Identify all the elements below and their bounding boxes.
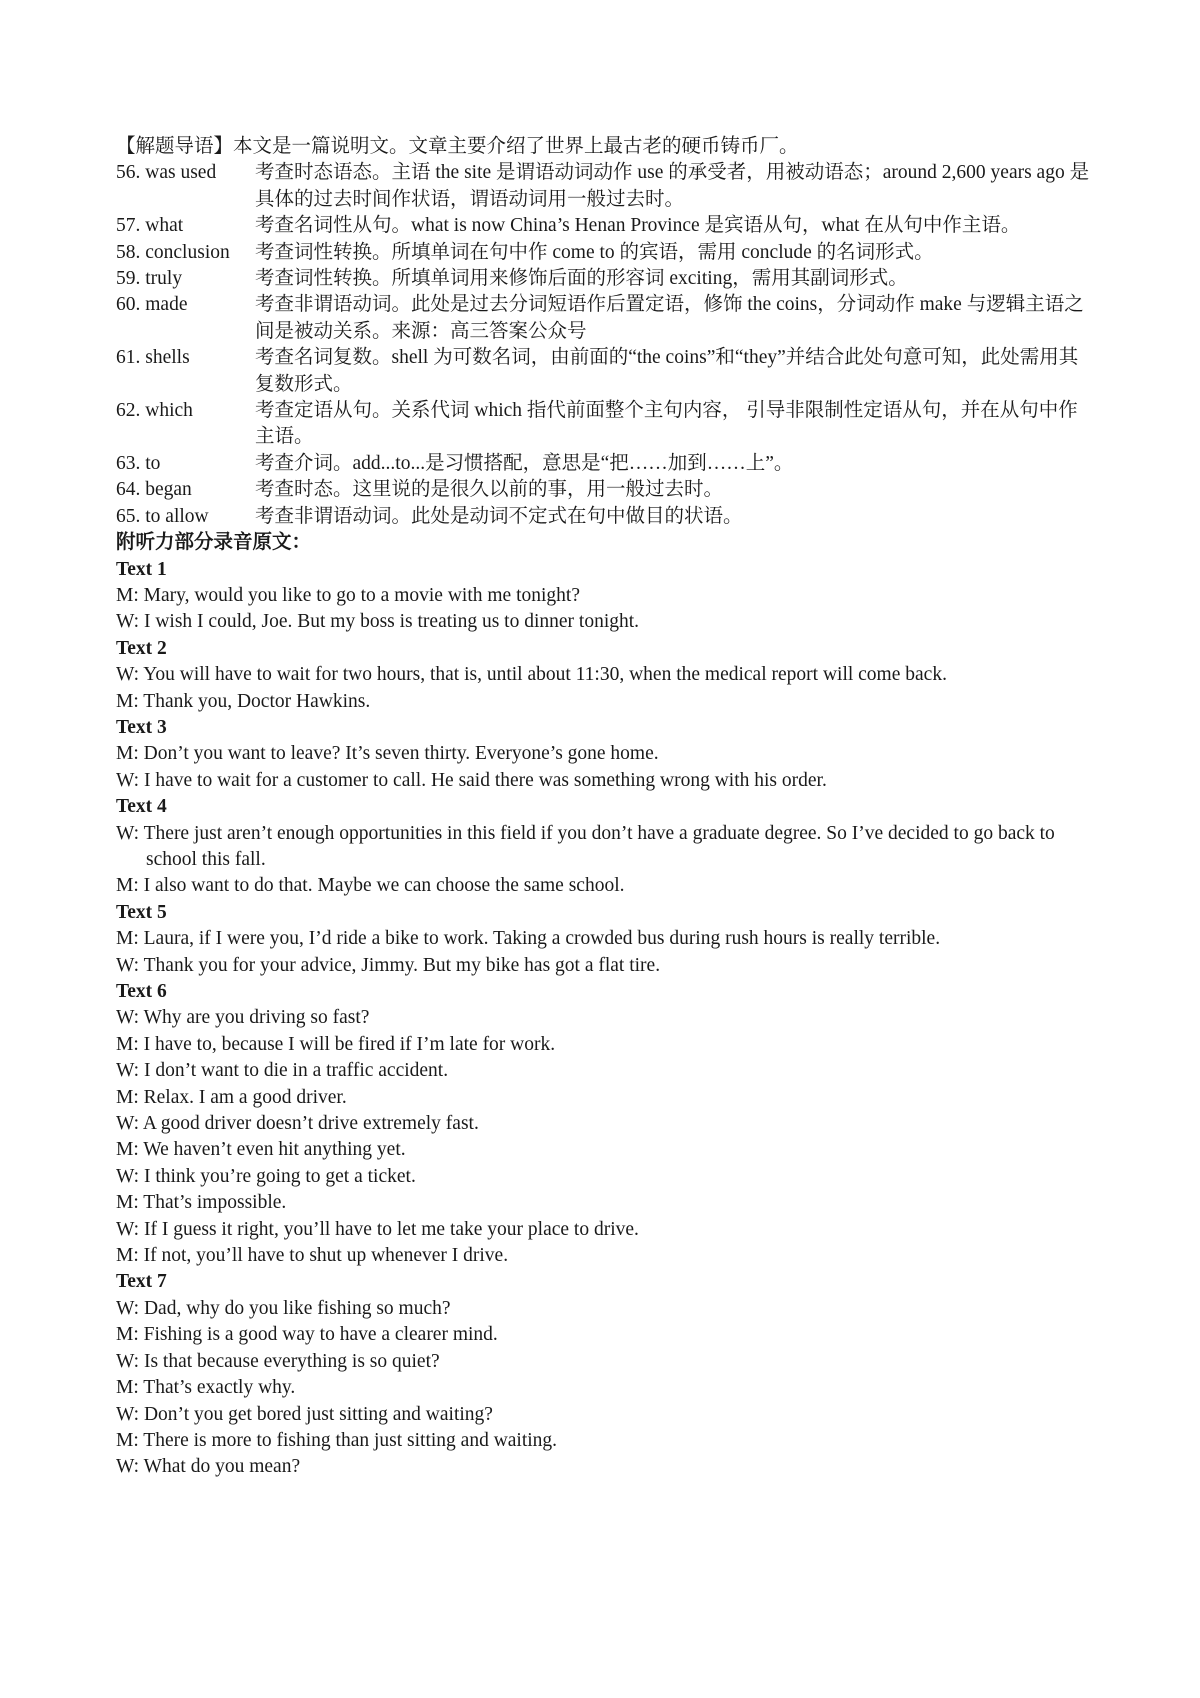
answer-number: 61. shells <box>116 347 190 369</box>
answer-item <box>116 240 1096 266</box>
dialogue-line: W: There just aren’t enough opportunities in this field if you don’t have a graduate degree. So I’ve decided to go back to school this fall. <box>116 822 1055 870</box>
dialogue-line: W: You will have to wait for two hours, that is, until about 11:30, when the medical report will come back. <box>116 664 947 686</box>
dialogue-line: W: If I guess it right, you’ll have to let me take your place to drive. <box>116 1218 639 1240</box>
answer-item <box>116 477 1096 503</box>
dialogue-line: M: Relax. I am a good driver. <box>116 1086 347 1108</box>
dialogue-line: W: What do you mean? <box>116 1456 301 1478</box>
dialogue-line: W: Don’t you get bored just sitting and waiting? <box>116 1403 493 1425</box>
answer-number: 58. conclusion <box>116 241 230 263</box>
answer-explanation: 考查非谓语动词。此处是过去分词短语作后置定语，修饰 the coins，分词动作 make 与逻辑主语之间是被动关系。来源：高三答案公众号 <box>255 294 1084 342</box>
dialogue-line: W: I wish I could, Joe. But my boss is treating us to dinner tonight. <box>116 611 640 633</box>
dialogue-line: W: A good driver doesn’t drive extremely fast. <box>116 1113 479 1135</box>
answer-number: 62. which <box>116 400 193 422</box>
text-heading: Text 4 <box>116 796 167 818</box>
answer-explanation: 考查词性转换。所填单词在句中作 come to 的宾语，需用 conclude 的名词形式。 <box>255 241 934 263</box>
dialogue-line: W: Is that because everything is so quiet? <box>116 1350 440 1372</box>
answer-number: 63. to <box>116 452 161 474</box>
answer-number: 65. to allow <box>116 505 209 527</box>
dialogue-line: W: I have to wait for a customer to call. He said there was something wrong with his order. <box>116 769 827 791</box>
answer-item <box>116 398 1096 451</box>
dialogue-line: W: I don’t want to die in a traffic accident. <box>116 1060 449 1082</box>
answer-item <box>116 213 1096 239</box>
answer-number: 59. truly <box>116 268 183 290</box>
dialogue-line: W: Dad, why do you like fishing so much? <box>116 1297 451 1319</box>
answer-explanation: 考查定语从句。关系代词 which 指代前面整个主句内容， 引导非限制性定语从句，并在从句中作主语。 <box>255 400 1078 448</box>
answer-item <box>116 266 1096 292</box>
document-page <box>116 134 1096 1481</box>
answer-explanation: 考查名词性从句。what is now China’s Henan Province 是宾语从句，what 在从句中作主语。 <box>255 215 1021 237</box>
answer-item <box>116 504 1096 530</box>
dialogue-line: M: That’s exactly why. <box>116 1377 296 1399</box>
answer-explanation: 考查时态。这里说的是很久以前的事，用一般过去时。 <box>255 479 724 501</box>
listening-heading: 附听力部分录音原文： <box>116 532 312 554</box>
answer-explanation: 考查词性转换。所填单词用来修饰后面的形容词 exciting，需用其副词形式。 <box>255 268 908 290</box>
dialogue-line: W: Why are you driving so fast? <box>116 1007 370 1029</box>
text-heading: Text 2 <box>116 637 167 659</box>
dialogue-line: M: Don’t you want to leave? It’s seven thirty. Everyone’s gone home. <box>116 743 659 765</box>
answer-item <box>116 451 1096 477</box>
dialogue-line: M: Thank you, Doctor Hawkins. <box>116 690 371 712</box>
intro-paragraph: 【解题导语】本文是一篇说明文。文章主要介绍了世界上最古老的硬币铸币厂。 <box>116 136 799 157</box>
dialogue-line: M: That’s impossible. <box>116 1192 287 1214</box>
answer-item <box>116 292 1096 345</box>
text-heading: Text 3 <box>116 716 167 738</box>
dialogue-line: M: Mary, would you like to go to a movie with me tonight? <box>116 584 580 606</box>
dialogue-line: M: I have to, because I will be fired if I’m late for work. <box>116 1033 556 1055</box>
dialogue-line: W: Thank you for your advice, Jimmy. But my bike has got a flat tire. <box>116 954 661 976</box>
answer-list <box>116 160 1096 530</box>
dialogue-line: M: Fishing is a good way to have a clearer mind. <box>116 1324 498 1346</box>
answer-number: 56. was used <box>116 162 217 184</box>
text-heading: Text 7 <box>116 1271 167 1293</box>
dialogue-line: M: Laura, if I were you, I’d ride a bike to work. Taking a crowded bus during rush hours is really terrible. <box>116 928 941 950</box>
text-heading: Text 1 <box>116 558 167 580</box>
answer-explanation: 考查介词。add...to...是习惯搭配，意思是“把……加到……上”。 <box>255 452 794 474</box>
dialogue-line: M: There is more to fishing than just sitting and waiting. <box>116 1429 558 1451</box>
transcript <box>116 557 1096 1481</box>
text-heading: Text 6 <box>116 981 167 1002</box>
answer-explanation: 考查非谓语动词。此处是动词不定式在句中做目的状语。 <box>255 505 743 527</box>
answer-number: 60. made <box>116 294 188 316</box>
answer-number: 57. what <box>116 215 184 237</box>
dialogue-line: M: I also want to do that. Maybe we can choose the same school. <box>116 875 625 897</box>
dialogue-line: M: If not, you’ll have to shut up whenever I drive. <box>116 1245 509 1267</box>
answer-explanation: 考查时态语态。主语 the site 是谓语动词动作 use 的承受者，用被动语态；around 2,600 years ago 是具体的过去时间作状语，谓语动词用一般过去时。 <box>255 162 1090 210</box>
answer-number: 64. began <box>116 479 192 501</box>
answer-item <box>116 160 1096 213</box>
dialogue-line: M: We haven’t even hit anything yet. <box>116 1139 406 1161</box>
text-heading: Text 5 <box>116 901 167 923</box>
answer-explanation: 考查名词复数。shell 为可数名词，由前面的“the coins”和“they”并结合此处句意可知，此处需用其复数形式。 <box>255 347 1079 395</box>
answer-item <box>116 345 1096 398</box>
dialogue-line: W: I think you’re going to get a ticket. <box>116 1165 416 1187</box>
